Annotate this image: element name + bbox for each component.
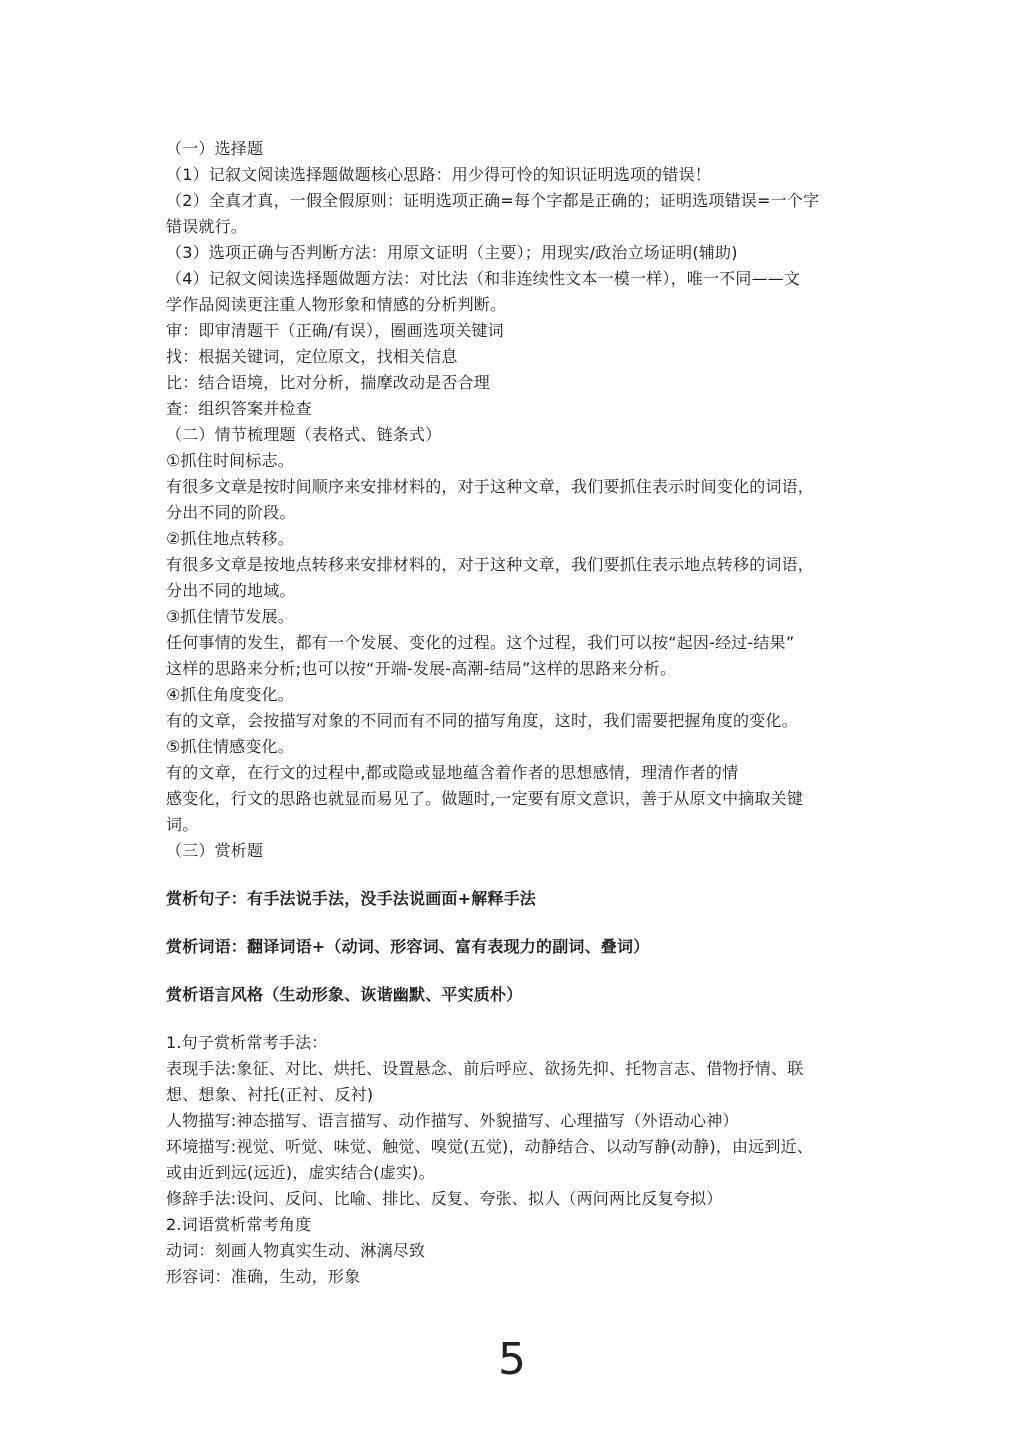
- spacer: [166, 912, 866, 934]
- step-item: 审：即审清题干（正确/有误），圈画选项关键词: [166, 321, 504, 340]
- paragraph: （1）记叙文阅读选择题做题核心思路：用少得可怜的知识证明选项的错误！: [166, 165, 711, 184]
- paragraph: 有很多文章是按时间顺序来安排材料的，对于这种文章，我们要抓住表示时间变化的词语，: [166, 477, 815, 496]
- paragraph: 有的文章，会按描写对象的不同而有不同的描写角度，这时，我们需要把握角度的变化。: [166, 711, 798, 730]
- paragraph: 表现手法:象征、对比、烘托、设置悬念、前后呼应、欲扬先抑、托物言志、借物抒情、联: [166, 1059, 804, 1078]
- paragraph: 想、想象、衬托(正衬、反衬): [166, 1085, 374, 1104]
- paragraph: 感变化，行文的思路也就显而易见了。做题时,一定要有原文意识，善于从原文中摘取关键: [166, 789, 804, 808]
- bold-rule: 赏析语言风格（生动形象、诙谐幽默、平实质朴）: [166, 985, 523, 1004]
- paragraph: 形容词：准确，生动，形象: [166, 1267, 361, 1286]
- paragraph: 分出不同的地域。: [166, 581, 296, 600]
- paragraph: 分出不同的阶段。: [166, 503, 296, 522]
- step-item: 查：组织答案并检查: [166, 399, 312, 418]
- spacer: [166, 864, 866, 886]
- step-item: 比：结合语境，比对分析，揣摩改动是否合理: [166, 373, 491, 392]
- paragraph: （4）记叙文阅读选择题做题方法：对比法（和非连续性文本一模一样），唯一不同——文: [166, 269, 801, 288]
- spacer: [166, 960, 866, 982]
- step-item: 找：根据关键词，定位原文，找相关信息: [166, 347, 458, 366]
- spacer: [166, 1008, 866, 1030]
- list-title: 2.词语赏析常考角度: [166, 1215, 312, 1234]
- list-item-title: ①抓住时间标志。: [166, 451, 294, 470]
- list-title: 1.句子赏析常考手法：: [166, 1033, 328, 1052]
- list-item-title: ②抓住地点转移。: [166, 529, 294, 548]
- paragraph: 环境描写:视觉、听觉、味觉、触觉、嗅觉(五觉)，动静结合、以动写静(动静)，由远到近、: [166, 1137, 813, 1156]
- paragraph: 错误就行。: [166, 217, 248, 236]
- list-item-title: ④抓住角度变化。: [166, 685, 294, 704]
- bold-rule: 赏析句子：有手法说手法，没手法说画面+解释手法: [166, 889, 537, 908]
- list-item-title: ⑤抓住情感变化。: [166, 737, 294, 756]
- list-item-title: ③抓住情节发展。: [166, 607, 294, 626]
- paragraph: 任何事情的发生，都有一个发展、变化的过程。这个过程，我们可以按“起因-经过-结果”: [166, 633, 795, 652]
- paragraph: （3）选项正确与否判断方法：用原文证明（主要）；用现实/政治立场证明(辅助): [166, 243, 738, 262]
- paragraph: 这样的思路来分析;也可以按“开端-发展-高潮-结局”这样的思路来分析。: [166, 659, 677, 678]
- paragraph: 词。: [166, 815, 199, 834]
- bold-rule: 赏析词语：翻译词语+（动词、形容词、富有表现力的副词、叠词）: [166, 937, 650, 956]
- document-body: [166, 136, 866, 1290]
- section-heading-choice: （一）选择题: [166, 139, 264, 158]
- paragraph: 或由近到远(远近)，虚实结合(虚实)。: [166, 1163, 435, 1182]
- paragraph: 动词：刻画人物真实生动、淋漓尽致: [166, 1241, 426, 1260]
- paragraph: （2）全真才真，一假全假原则：证明选项正确=每个字都是正确的；证明选项错误=一个字: [166, 191, 820, 210]
- section-heading-plot: （二）情节梳理题（表格式、链条式）: [166, 425, 442, 444]
- paragraph: 人物描写:神态描写、语言描写、动作描写、外貌描写、心理描写（外语动心神）: [166, 1111, 739, 1130]
- page-number: 5: [498, 1334, 526, 1385]
- paragraph: 有很多文章是按地点转移来安排材料的，对于这种文章，我们要抓住表示地点转移的词语，: [166, 555, 815, 574]
- section-heading-appreciation: （三）赏析题: [166, 841, 264, 860]
- paragraph: 有的文章，在行文的过程中,都或隐或显地蕴含着作者的思想感情，理清作者的情: [166, 763, 739, 782]
- paragraph: 学作品阅读更注重人物形象和情感的分析判断。: [166, 295, 507, 314]
- paragraph: 修辞手法:设问、反问、比喻、排比、反复、夸张、拟人（两问两比反复夸拟）: [166, 1189, 723, 1208]
